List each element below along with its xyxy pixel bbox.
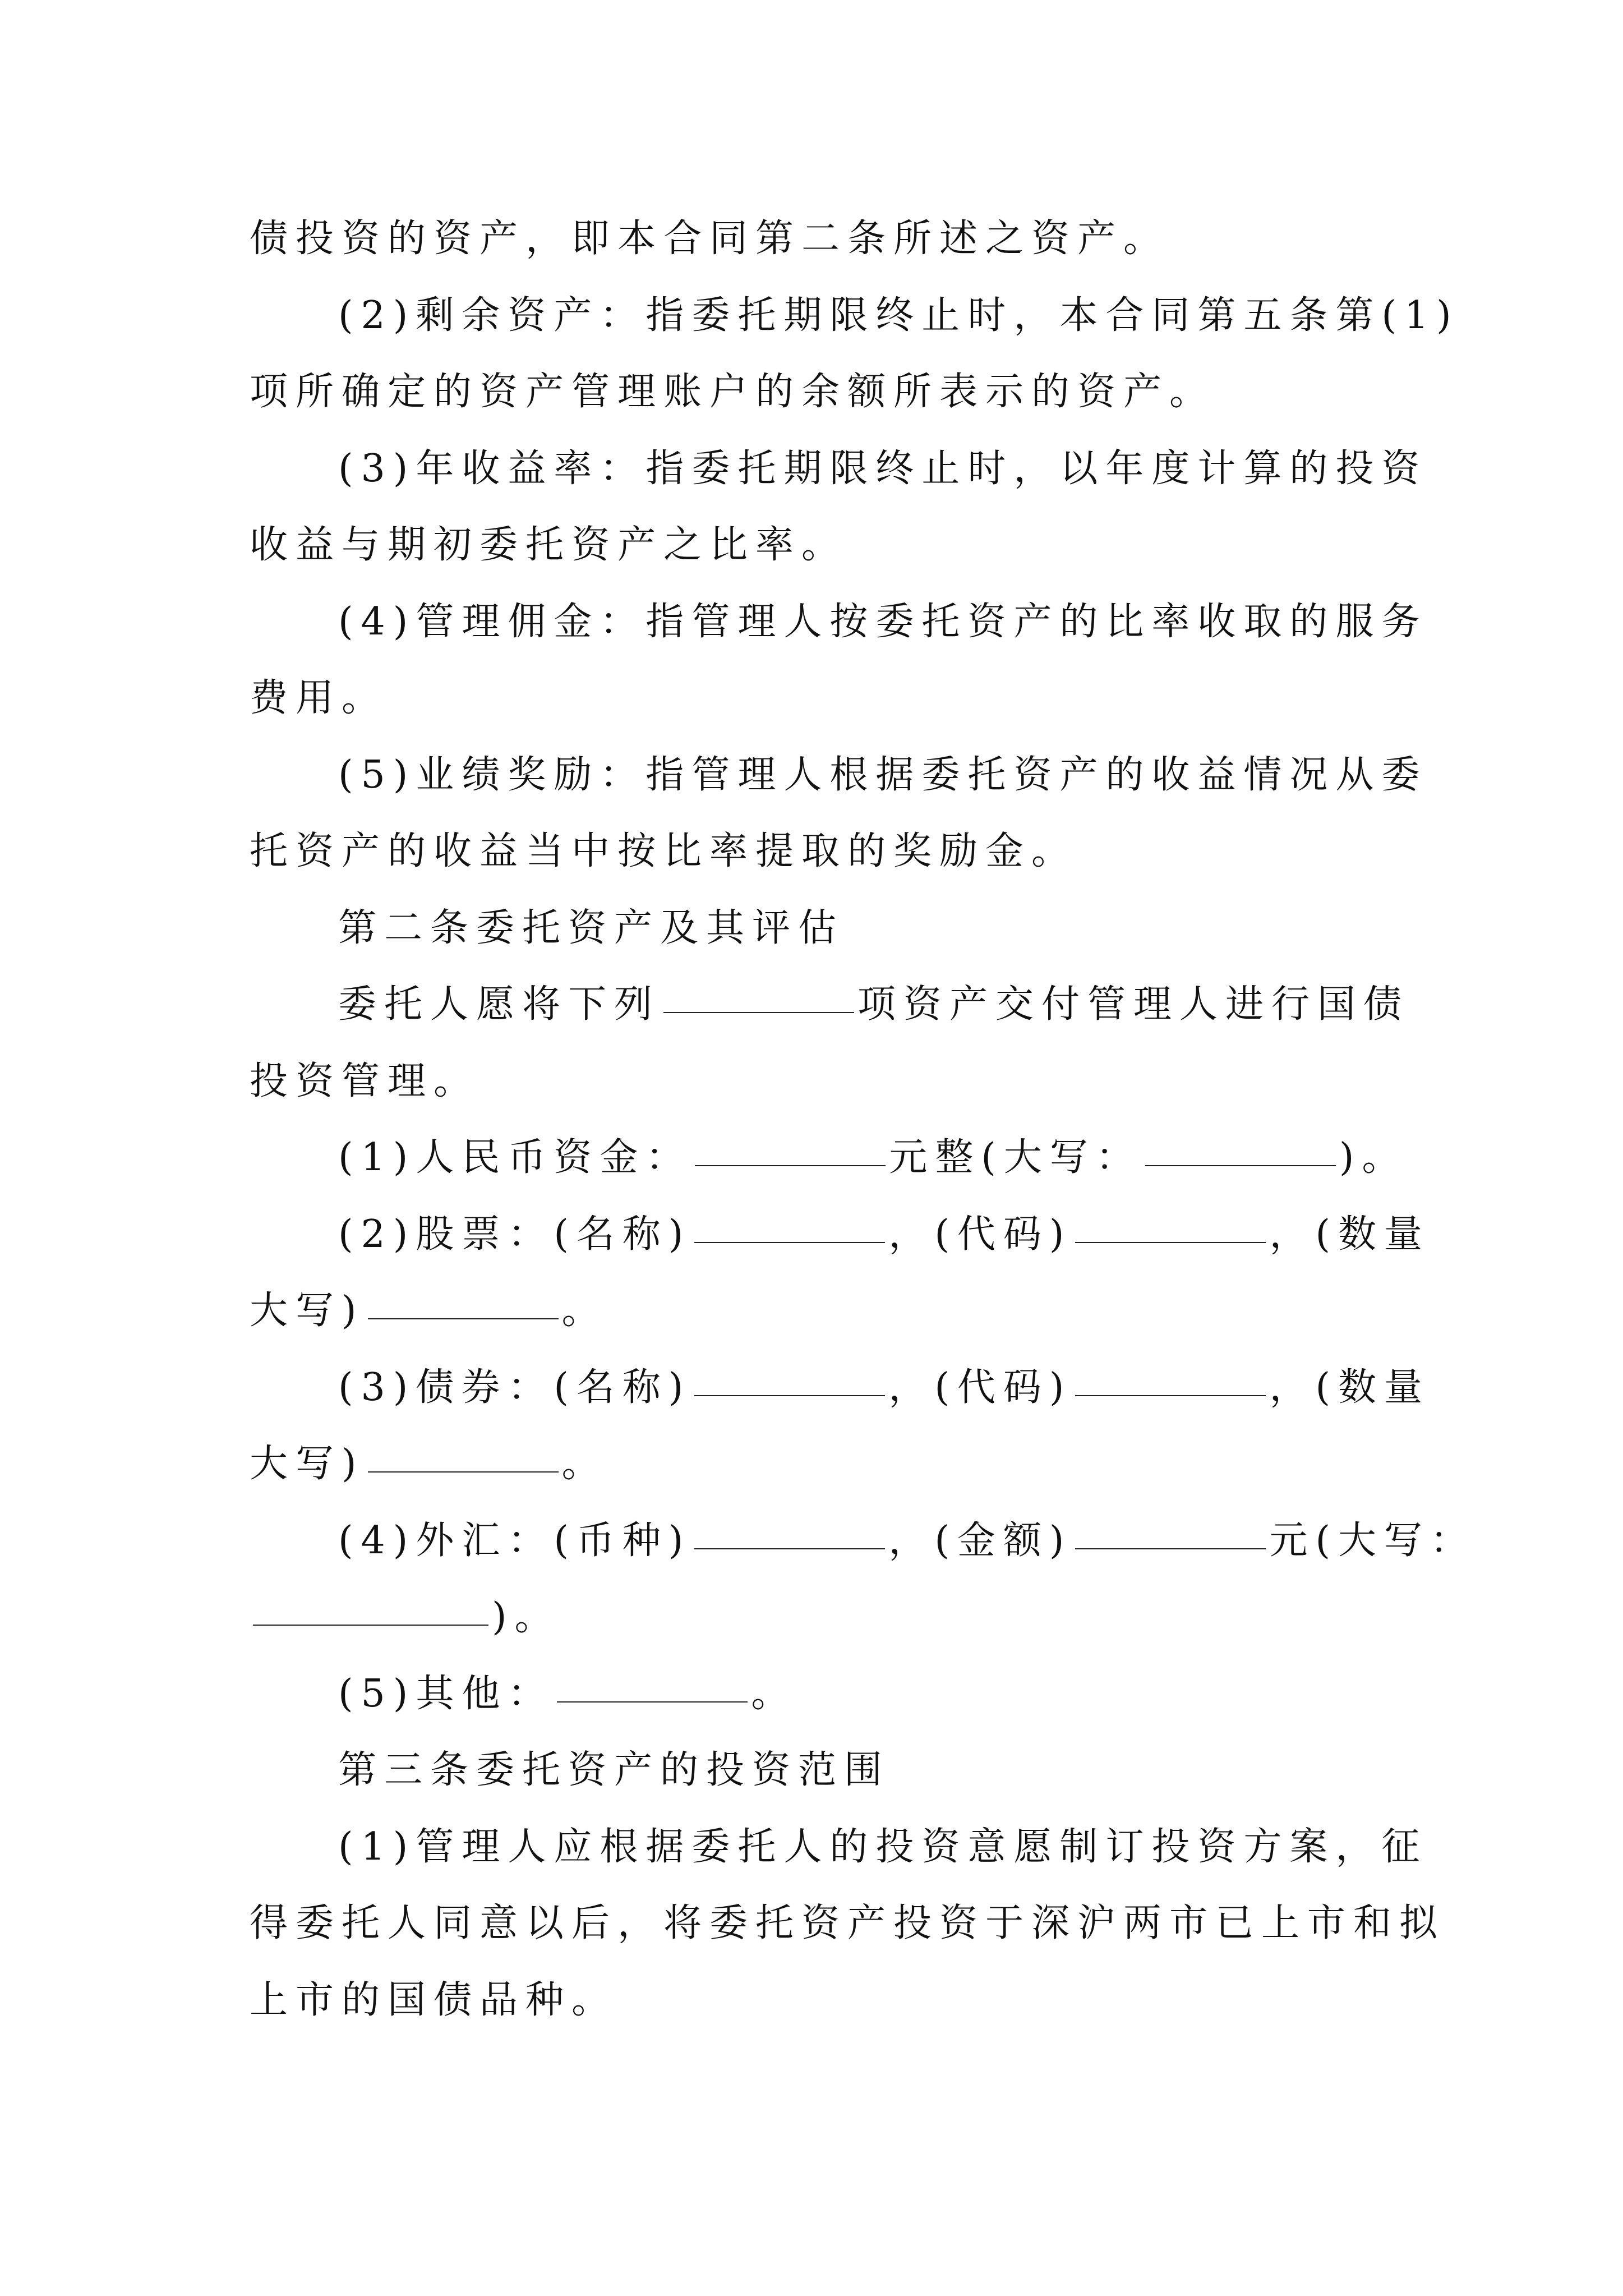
paragraph-line — [250, 278, 1459, 355]
fill-in-blank[interactable] — [368, 1318, 559, 1319]
text-run: (4)管理佣金：指管理人按委托资产的比率收取的服务 — [338, 599, 1428, 644]
document-page — [250, 201, 1476, 2039]
paragraph-line — [250, 354, 1382, 431]
paragraph-line — [250, 660, 1382, 737]
text-run: 托资产的收益当中按比率提取的奖励金。 — [250, 829, 1078, 873]
text-run: 。 — [561, 1289, 608, 1333]
paragraph-line — [250, 1426, 1382, 1503]
paragraph-line — [250, 1503, 1476, 1580]
paragraph-line — [250, 1579, 1382, 1656]
fill-in-blank[interactable] — [253, 1625, 488, 1626]
paragraph-line — [250, 1809, 1428, 1886]
section-heading — [250, 890, 1382, 967]
text-run: (1)管理人应根据委托人的投资意愿制订投资方案，征 — [338, 1824, 1428, 1869]
text-run: 项所确定的资产管理账户的余额所表示的资产。 — [250, 370, 1216, 414]
text-run: (2)股票：(名称) — [338, 1212, 691, 1257]
paragraph-line — [250, 1043, 1382, 1120]
fill-in-blank[interactable] — [694, 1548, 885, 1549]
text-run: (1)人民币资金： — [338, 1135, 692, 1180]
text-run: (4)外汇：(币种) — [338, 1518, 691, 1563]
text-run: ，(数量 — [1269, 1365, 1430, 1410]
text-run: ，(数量 — [1269, 1212, 1430, 1257]
text-run: )。 — [1339, 1135, 1408, 1180]
text-run: 。 — [751, 1671, 797, 1716]
text-run: 大写) — [250, 1442, 365, 1486]
paragraph-line — [250, 1197, 1430, 1273]
fill-in-blank[interactable] — [368, 1471, 559, 1473]
paragraph-line — [250, 813, 1382, 890]
text-run: 元整(大写： — [889, 1135, 1142, 1180]
text-run: (3)年收益率：指委托期限终止时，以年度计算的投资 — [338, 446, 1428, 491]
text-run: ，(代码) — [888, 1365, 1072, 1410]
text-run: 上市的国债品种。 — [250, 1977, 618, 2022]
fill-in-blank[interactable] — [1075, 1395, 1266, 1396]
text-run: 第二条委托资产及其评估 — [338, 905, 845, 950]
fill-in-blank[interactable] — [557, 1701, 748, 1703]
text-run: (2)剩余资产：指委托期限终止时，本合同第五条第(1) — [338, 293, 1459, 338]
text-run: (5)其他： — [338, 1671, 554, 1716]
text-run: ，(代码) — [888, 1212, 1072, 1257]
text-run: 投资管理。 — [250, 1059, 480, 1103]
fill-in-blank[interactable] — [1075, 1242, 1266, 1243]
paragraph-line — [250, 431, 1428, 508]
paragraph-line — [250, 507, 1382, 584]
paragraph-line — [250, 1273, 1382, 1350]
paragraph-line — [250, 1962, 1382, 2039]
fill-in-blank[interactable] — [694, 1242, 885, 1243]
text-run: 项资产交付管理人进行国债 — [857, 982, 1410, 1027]
text-run: (3)债券：(名称) — [338, 1365, 691, 1410]
section-heading — [250, 1732, 1382, 1809]
text-run: 费用。 — [250, 676, 388, 720]
text-run: ，(金额) — [888, 1518, 1072, 1563]
paragraph-line — [250, 1120, 1408, 1197]
text-run: 收益与期初委托资产之比率。 — [250, 523, 848, 567]
paragraph-line — [250, 967, 1410, 1043]
paragraph-line — [250, 1656, 1382, 1733]
fill-in-blank[interactable] — [1075, 1548, 1266, 1549]
text-run: )。 — [492, 1595, 561, 1639]
text-run: (5)业绩奖励：指管理人根据委托资产的收益情况从委 — [338, 752, 1428, 797]
fill-in-blank[interactable] — [694, 1395, 885, 1396]
text-run: 第三条委托资产的投资范围 — [338, 1748, 891, 1792]
text-run: 大写) — [250, 1289, 365, 1333]
paragraph-line — [250, 201, 1382, 278]
fill-in-blank[interactable] — [1145, 1165, 1336, 1166]
paragraph-line — [250, 737, 1428, 814]
text-run: 得委托人同意以后，将委托资产投资于深沪两市已上市和拟 — [250, 1901, 1446, 1945]
paragraph-line — [250, 584, 1428, 661]
text-run: 委托人愿将下列 — [338, 982, 661, 1027]
fill-in-blank[interactable] — [663, 1012, 854, 1013]
fill-in-blank[interactable] — [695, 1165, 886, 1166]
text-run: 元(大写： — [1269, 1518, 1476, 1563]
paragraph-line — [250, 1350, 1430, 1427]
text-run: 债投资的资产，即本合同第二条所述之资产。 — [250, 217, 1170, 261]
text-run: 。 — [561, 1442, 608, 1486]
paragraph-line — [250, 1885, 1446, 1962]
